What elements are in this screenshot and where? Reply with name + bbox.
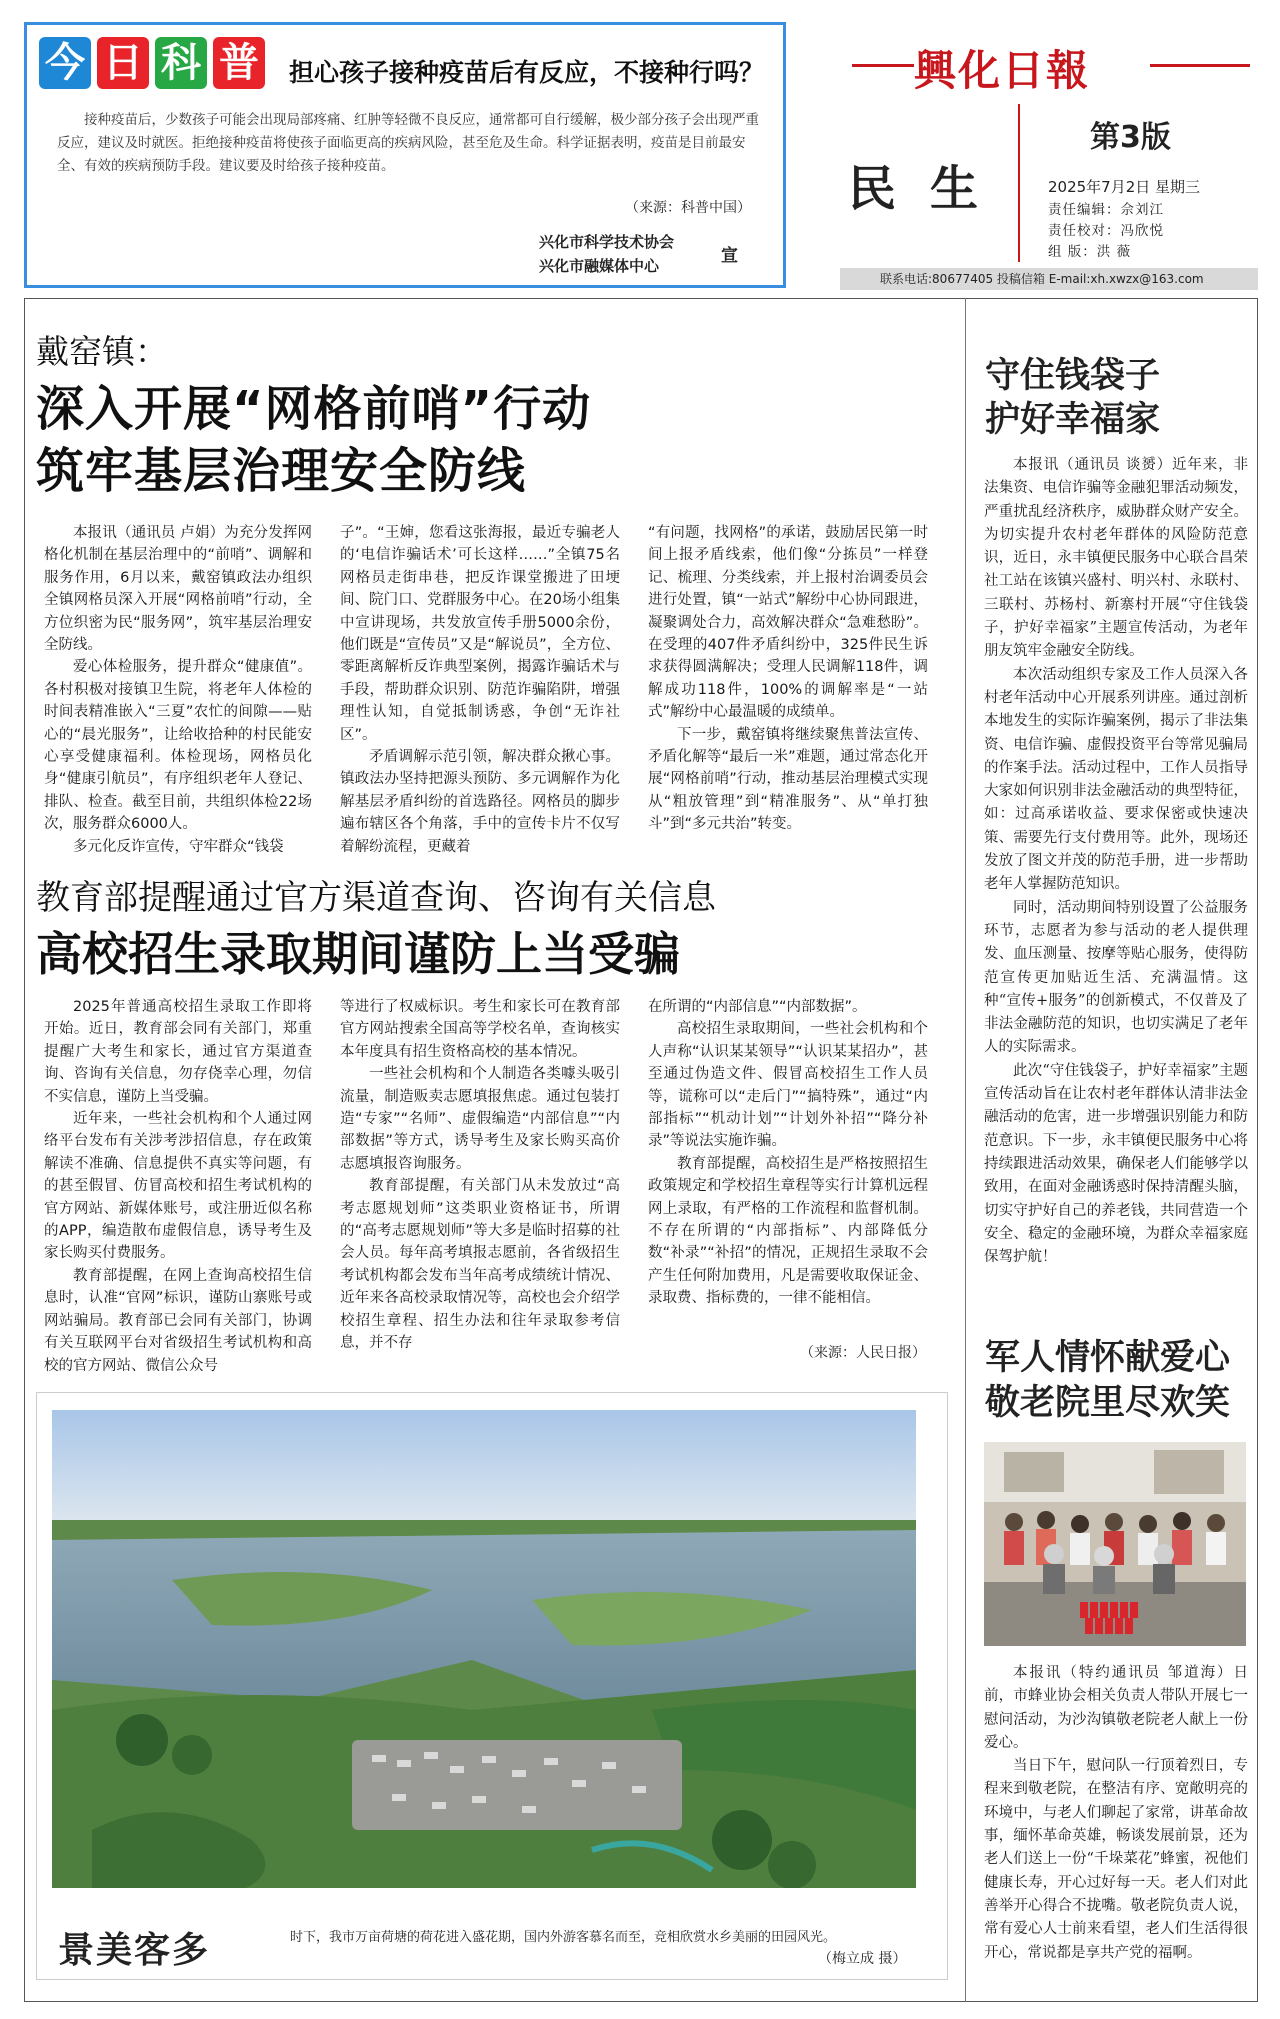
story3-body — [984, 454, 1248, 1269]
story1-para: 下一步，戴窑镇将继续聚焦普法宣传、矛盾化解等“最后一米”难题，通过常态化开展“网格前哨”行动，推动基层治理模式实现从“粗放管理”到“精准服务”、从“单打独斗”到“多元共治”转变。 — [648, 726, 928, 833]
story4-body — [984, 1662, 1248, 1965]
contact-bar — [840, 268, 1258, 290]
story2-pretitle: 教育部提醒通过官方渠道查询、咨询有关信息 — [36, 878, 716, 918]
story2-para: 教育部提醒，高校招生是严格按照招生政策规定和学校招生章程等实行计算机远程网上录取，有严格的工作流程和监督机制。不存在所谓的“内部指标”、内部降低分数“补录”“补招”的情况，正规招生录取不会产生任何附加费用，凡是需要收取保证金、录取费、指标费的，一律不能相信。 — [648, 1155, 928, 1307]
story3-para: 本报讯（通讯员 谈赟）近年来，非法集资、电信诈骗等金融犯罪活动频发，严重扰乱经济秩序，威胁群众财产安全。为切实提升农村老年群体的风险防范意识，近日，永丰镇便民服务中心联合昌荣社工站在该镇兴盛村、明兴村、永联村、三联村、苏杨村、新寨村开展“守住钱袋子，护好幸福家”主题宣传活动，为老年朋友筑牢金融安全防线。 — [984, 457, 1248, 660]
science-headline: 担心孩子接种疫苗后有反应，不接种行吗？ — [289, 58, 765, 87]
story1-para: 矛盾调解示范引领，解决群众揪心事。镇政法办坚持把源头预防、多元调解作为化解基层矛盾纠纷的首选路径。网格员的脚步遍布辖区各个角落，手中的宣传卡片不仅写着解纷流程，更藏着 — [340, 749, 620, 855]
story2-column-1 — [44, 996, 312, 1377]
contact-text: 联系电话:80677405 投稿信箱 E-mail:xh.xwzx@163.com — [880, 272, 1204, 286]
science-label-char-3: 科 — [155, 37, 207, 89]
story1-title-line1: 深入开展“网格前哨”行动 — [36, 381, 592, 437]
column-divider — [965, 298, 966, 2002]
photo-caption: 时下，我市万亩荷塘的荷花进入盛花期，国内外游客慕名而至，竞相欣赏水乡美丽的田园风光。 — [290, 1930, 837, 1945]
photo-credit: （梅立成 摄） — [818, 1951, 907, 1967]
lotus-pond-photo — [52, 1410, 916, 1908]
science-org-1: 兴化市科学技术协会 — [539, 233, 675, 251]
story3-para: 此次“守住钱袋子，护好幸福家”主题宣传活动旨在让农村老年群体认清非法金融活动的危害，进一步增强识别能力和防范意识。下一步，永丰镇便民服务中心将持续跟进活动效果，确保老人们能够学以致用，在面对金融诱惑时保持清醒头脑，切实守护好自己的养老钱，共同营造一个安全、稳定的金融环境，为群众幸福家庭保驾护航！ — [984, 1062, 1248, 1266]
credit-layout: 组 版：洪 薇 — [1048, 244, 1132, 260]
story2-para: 2025年普通高校招生录取工作即将开始。近日，教育部会同有关部门，郑重提醒广大考生和家长，通过官方渠道查询、咨询有关信息，勿存侥幸心理，勿信不实信息，谨防上当受骗。 — [44, 999, 312, 1105]
story1-para: “有问题，找网格”的承诺，鼓励居民第一时间上报矛盾线索，他们像“分拣员”一样登记、梳理、分类线索，并上报村治调委员会进行处置，镇“一站式”解纷中心协同跟进，凝聚调处合力，高效解决群众“急难愁盼”。在受理的407件矛盾纠纷中，325件民生诉求获得圆满解决；受理人民调解118件，调解成功118件，100%的调解率是“一站式”解纷中心最温暖的成绩单。 — [648, 525, 928, 721]
group-photo-image — [984, 1442, 1246, 1646]
story4-para: 本报讯（特约通讯员 邹道海）日前，市蜂业协会相关负责人带队开展七一慰问活动，为沙沟镇敬老院老人献上一份爱心。 — [984, 1665, 1248, 1751]
science-box — [24, 22, 786, 288]
masthead-rule-left — [852, 64, 914, 67]
story1-pretitle: 戴窑镇： — [36, 332, 168, 371]
story4-para: 当日下午，慰问队一行顶着烈日，专程来到敬老院，在整洁有序、宽敞明亮的环境中，与老人们聊起了家常，讲革命故事，缅怀革命英雄，畅谈发展前景，还为老人们送上一份“千垛菜花”蜂蜜，祝他们健康长寿，开心过好每一天。老人们对此善举开心得合不拢嘴。敬老院负责人说，常有爱心人士前来看望，老人们生活得很开心，常说都是享共产党的福啊。 — [984, 1758, 1248, 1961]
story2-title: 高校招生录取期间谨防上当受骗 — [36, 927, 680, 981]
science-label-char-1: 今 — [39, 37, 91, 89]
story2-para: 教育部提醒，在网上查询高校招生信息时，认准“官网”标识，谨防山寨账号或网站骗局。教育部已会同有关部门，协调有关互联网平台对省级招生考试机构和高校的官方网站、微信公众号 — [44, 1267, 312, 1374]
story4-title-line1: 军人情怀献爱心 — [985, 1338, 1231, 1378]
science-source: （来源：科普中国） — [625, 200, 751, 216]
credit-editor: 责任编辑：佘刘江 — [1048, 202, 1164, 218]
nursing-home-photo — [984, 1442, 1246, 1646]
story2-column-2 — [340, 996, 620, 1355]
science-body: 接种疫苗后，少数孩子可能会出现局部疼痛、红肿等轻微不良反应，通常都可自行缓解，极少部分孩子会出现严重反应，建议及时就医。拒绝接种疫苗将使孩子面临更高的疾病风险，甚至危及生命。科学证据表明，疫苗是目前最安全、有效的疾病预防手段。建议要及时给孩子接种疫苗。 — [57, 112, 759, 174]
science-label-char-4: 普 — [213, 37, 265, 89]
story3-title-line2: 护好幸福家 — [985, 400, 1161, 440]
science-xuan: 宣 — [721, 246, 738, 266]
aerial-landscape-image — [52, 1410, 916, 1908]
story3-para: 本次活动组织专家及工作人员深入各村老年活动中心开展系列讲座。通过剖析本地发生的实际诈骗案例，揭示了非法集资、电信诈骗、虚假投资平台等常见骗局的作案手法。活动过程中，工作人员指导大家如何识别非法金融活动的典型特征，如：过高承诺收益、要求保密或快速决策、需要先行支付费用等。此外，现场还发放了图文并茂的防范手册，进一步帮助老年人掌握防范知识。 — [984, 666, 1248, 893]
story1-column-1 — [44, 522, 312, 858]
story1-title-line2: 筑牢基层治理安全防线 — [36, 443, 527, 499]
story2-para: 教育部提醒，有关部门从未发放过“高考志愿规划师”这类职业资格证书，所谓的“高考志愿规划师”等大多是临时招募的社会人员。每年高考填报志愿前，各省级招生考试机构都会发布当年高考成绩统计情况、近年来各高校录取情况等，高校也会介绍学校招生章程、招生办法和往年录取参考信息，并不存 — [340, 1178, 620, 1352]
story4-title-line2: 敬老院里尽欢笑 — [985, 1383, 1231, 1423]
story2-para: 在所谓的“内部信息”“内部数据”。 — [648, 999, 867, 1015]
photo-caption-title: 景美客多 — [58, 1930, 211, 1971]
story1-para: 本报讯（通讯员 卢娟）为充分发挥网格化机制在基层治理中的“前哨”、调解和服务作用，6月以来，戴窑镇政法办组织全镇网格员深入开展“网格前哨”行动，全方位织密为民“服务网”，筑牢基层治理安全防线。 — [44, 525, 312, 654]
story2-para: 高校招生录取期间，一些社会机构和个人声称“认识某某领导”“认识某某招办”，甚至通过伪造文件、假冒高校招生工作人员等，谎称可以“走后门”“搞特殊”，通过“内部指标”“机动计划”“计划外补招”“降分补录”等说法实施诈骗。 — [648, 1021, 928, 1150]
story2-para: 近年来，一些社会机构和个人通过网络平台发布有关涉考涉招信息，存在政策解读不准确、信息提供不真实等问题，有的甚至假冒、仿冒高校和招生考试机构的官方网站、新媒体账号，或注册近似名称的APP，编造散布虚假信息，诱导考生及家长购买付费服务。 — [44, 1111, 312, 1262]
story1-para: 多元化反诈宣传，守牢群众“钱袋 — [73, 838, 284, 855]
section-title: 民生 — [848, 161, 1013, 217]
masthead-rule-right — [1150, 64, 1250, 67]
masthead-logo: 興化日報 — [914, 46, 1091, 95]
story1-para: 子”。“王婶，您看这张海报，最近专骗老人的‘电信诈骗话术’可长这样……”全镇75名网格员走街串巷，把反诈课堂搬进了田埂间、院门口、党群服务中心。在20场小组集中宣讲现场，共发放宣传手册5000余份，他们既是“宣传员”又是“解说员”，全方位、零距离解析反诈典型案例，揭露诈骗话术与手段，帮助群众识别、防范诈骗陷阱，增强理性认知，自觉抵制诱惑，争创“无诈社区”。 — [340, 525, 620, 743]
page-number: 第3版 — [1090, 120, 1171, 155]
story2-para: 等进行了权威标识。考生和家长可在教育部官方网站搜索全国高等学校名单，查询核实本年度具有招生资格高校的基本情况。 — [340, 999, 620, 1060]
story1-column-2 — [340, 522, 620, 858]
story3-para: 同时，活动期间特别设置了公益服务环节，志愿者为参与活动的老人提供理发、血压测量、按摩等贴心服务，使得防范宣传更加贴近生活、充满温情。这种“宣传+服务”的创新模式，不仅普及了非法金融防范的知识，也切实满足了老年人的实际需求。 — [984, 899, 1248, 1056]
science-org-2: 兴化市融媒体中心 — [539, 257, 660, 275]
story1-column-3 — [648, 522, 928, 836]
masthead-divider — [1018, 104, 1020, 262]
science-label-char-2: 日 — [97, 37, 149, 89]
story2-column-3 — [648, 996, 928, 1310]
story2-source: （来源：人民日报） — [800, 1345, 926, 1361]
credit-proofreader: 责任校对：冯欣悦 — [1048, 223, 1164, 239]
story3-title-line1: 守住钱袋子 — [985, 356, 1161, 396]
story2-para: 一些社会机构和个人制造各类噱头吸引流量，制造贩卖志愿填报焦虑。通过包装打造“专家”“名师”、虚假编造“内部信息”“内部数据”等方式，诱导考生及家长购买高价志愿填报咨询服务。 — [340, 1066, 620, 1172]
story1-para: 爱心体检服务，提升群众“健康值”。各村积极对接镇卫生院，将老年人体检的时间表精准嵌入“三夏”农忙的间隙——贴心的“晨光服务”，让给收拾种的村民能安心享受健康福利。体检现场，网格员化身“健康引航员”，有序组织老年人登记、排队、检查。截至目前，共组织体检22场次，服务群众6000人。 — [44, 659, 312, 833]
issue-date: 2025年7月2日 星期三 — [1048, 178, 1201, 196]
